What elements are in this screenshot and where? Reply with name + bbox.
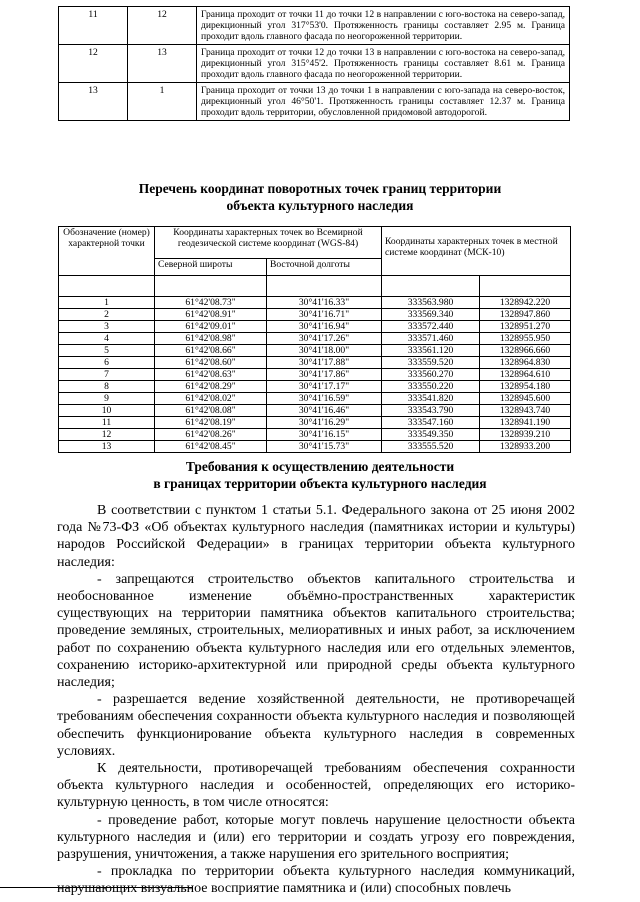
latitude: 61°42'08.19" — [155, 417, 267, 429]
longitude: 30°41'16.15" — [267, 429, 382, 441]
longitude: 30°41'17.17" — [267, 381, 382, 393]
paragraph: - проведение работ, которые могут повлечь нарушение целостности объекта культурного наследия и (или) его территории и создать угрозу его повреждения, разрушения, уничтожения, а также нарушения его зрительного восприятия; — [57, 812, 575, 863]
msk-y: 1328941.190 — [480, 417, 571, 429]
latitude: 61°42'08.02" — [155, 393, 267, 405]
segment-description: Граница проходит от точки 11 до точки 12 в направлении с юго-востока на северо-запад, дирекционный угол 317°53'0. Протяженность границы составляет 2.95 м. Граница проходит вдоль главного фасада по неогороженной территории. — [197, 7, 570, 45]
latitude: 61°42'08.91" — [155, 309, 267, 321]
paragraph: - запрещаются строительство объектов капитального строительства и необоснованное изменение объёмно-пространственных характеристик существующих на территории памятника объектов капитального строительства; проведение земляных, строительных, мелиоративных и иных работ, за исключением работ по сохранению объекта культурного наследия или его отдельных элементов, сохранению историко-архитектурной или природной среды объекта культурного наследия; — [57, 571, 575, 691]
point-number: 4 — [59, 333, 155, 345]
point-number: 8 — [59, 381, 155, 393]
msk-x: 333541.820 — [382, 393, 480, 405]
coord-row — [59, 309, 571, 321]
segment-to: 12 — [128, 7, 197, 45]
requirements-text — [57, 502, 575, 898]
segment-row — [59, 45, 570, 83]
latitude: 61°42'08.26" — [155, 429, 267, 441]
req-title-line2: в границах территории объекта культурного наследия — [153, 476, 487, 491]
latitude: 61°42'08.08" — [155, 405, 267, 417]
longitude: 30°41'17.88" — [267, 357, 382, 369]
msk-x: 333550.220 — [382, 381, 480, 393]
msk-x: 333559.520 — [382, 357, 480, 369]
point-number: 13 — [59, 441, 155, 453]
msk-x: 333560.270 — [382, 369, 480, 381]
header-msk: Координаты характерных точек в местной системе координат (МСК-10) — [382, 227, 571, 276]
latitude: 61°42'08.63" — [155, 369, 267, 381]
requirements-section-title — [0, 458, 640, 492]
msk-x: 333547.160 — [382, 417, 480, 429]
coord-row — [59, 441, 571, 453]
boundary-segments-table — [58, 6, 570, 121]
segment-row — [59, 83, 570, 121]
point-number: 9 — [59, 393, 155, 405]
longitude: 30°41'17.26" — [267, 333, 382, 345]
msk-y: 1328947.860 — [480, 309, 571, 321]
coord-row — [59, 321, 571, 333]
segment-to: 1 — [128, 83, 197, 121]
msk-y: 1328945.600 — [480, 393, 571, 405]
latitude: 61°42'08.60" — [155, 357, 267, 369]
point-number: 12 — [59, 429, 155, 441]
point-number: 11 — [59, 417, 155, 429]
segment-to: 13 — [128, 45, 197, 83]
segment-row — [59, 7, 570, 45]
msk-x: 333555.520 — [382, 441, 480, 453]
latitude: 61°42'08.29" — [155, 381, 267, 393]
msk-x: 333561.120 — [382, 345, 480, 357]
longitude: 30°41'18.00" — [267, 345, 382, 357]
coords-title-line1: Перечень координат поворотных точек границ территории — [138, 181, 502, 196]
coord-row — [59, 297, 571, 309]
longitude: 30°41'16.94" — [267, 321, 382, 333]
coord-row — [59, 429, 571, 441]
point-number: 6 — [59, 357, 155, 369]
msk-y: 1328964.610 — [480, 369, 571, 381]
msk-y: 1328933.200 — [480, 441, 571, 453]
msk-y: 1328964.830 — [480, 357, 571, 369]
req-title-line1: Требования к осуществлению деятельности — [185, 459, 455, 474]
msk-x: 333569.340 — [382, 309, 480, 321]
paragraph: В соответствии с пунктом 1 статьи 5.1. Федерального закона от 25 июня 2002 года №73-ФЗ «Об объектах культурного наследия (памятниках истории и культуры) народов Российской Федерации» в границах территории объекта культурного наследия: — [57, 503, 575, 570]
msk-y: 1328939.210 — [480, 429, 571, 441]
paragraph: - прокладка по территории объекта культурного наследия коммуникаций, нарушающих визуальное восприятие памятника и (или) способных повлечь — [57, 864, 575, 897]
coord-row — [59, 369, 571, 381]
longitude: 30°41'17.86" — [267, 369, 382, 381]
coord-row — [59, 417, 571, 429]
longitude: 30°41'15.73" — [267, 441, 382, 453]
longitude: 30°41'16.71" — [267, 309, 382, 321]
longitude: 30°41'16.29" — [267, 417, 382, 429]
longitude: 30°41'16.33" — [267, 297, 382, 309]
coord-row — [59, 357, 571, 369]
msk-y: 1328954.180 — [480, 381, 571, 393]
msk-x: 333549.350 — [382, 429, 480, 441]
msk-x: 333563.980 — [382, 297, 480, 309]
header-point: Обозначение (номер) характерной точки — [59, 227, 155, 276]
latitude: 61°42'08.66" — [155, 345, 267, 357]
latitude: 61°42'09.01" — [155, 321, 267, 333]
coord-row — [59, 333, 571, 345]
latitude: 61°42'08.98" — [155, 333, 267, 345]
segment-from: 12 — [59, 45, 128, 83]
coord-row — [59, 345, 571, 357]
footnote-separator — [0, 887, 192, 888]
segment-from: 13 — [59, 83, 128, 121]
header-wgs: Координаты характерных точек во Всемирной геодезической системе координат (WGS-84) — [155, 227, 382, 259]
latitude: 61°42'08.45" — [155, 441, 267, 453]
coord-row — [59, 405, 571, 417]
segment-from: 11 — [59, 7, 128, 45]
point-number: 7 — [59, 369, 155, 381]
coords-section-title — [0, 180, 640, 214]
msk-y: 1328955.950 — [480, 333, 571, 345]
msk-y: 1328943.740 — [480, 405, 571, 417]
coordinates-table — [58, 226, 571, 453]
header-lat: Северной широты — [155, 259, 267, 276]
segment-description: Граница проходит от точки 13 до точки 1 в направлении с юго-запада на северо-восток, дирекционный угол 46°50'1. Протяженность границы составляет 12.37 м. Граница проходит вдоль территории, обусловленной придомовой автодорогой. — [197, 83, 570, 121]
header-lon: Восточной долготы — [267, 259, 382, 276]
msk-x: 333571.460 — [382, 333, 480, 345]
msk-y: 1328942.220 — [480, 297, 571, 309]
point-number: 10 — [59, 405, 155, 417]
point-number: 5 — [59, 345, 155, 357]
latitude: 61°42'08.73" — [155, 297, 267, 309]
coord-row — [59, 381, 571, 393]
paragraph: К деятельности, противоречащей требованиям обеспечения сохранности объекта культурного наследия и особенностей, определяющих его историко-культурную ценность, в том числе относятся: — [57, 761, 575, 811]
msk-x: 333543.790 — [382, 405, 480, 417]
longitude: 30°41'16.59" — [267, 393, 382, 405]
point-number: 1 — [59, 297, 155, 309]
paragraph: - разрешается ведение хозяйственной деятельности, не противоречащей требованиям обеспечения сохранности объекта культурного наследия и позволяющей обеспечить функционирование объекта культурного наследия в современных условиях. — [57, 692, 575, 759]
msk-y: 1328966.660 — [480, 345, 571, 357]
coord-row — [59, 393, 571, 405]
longitude: 30°41'16.46" — [267, 405, 382, 417]
msk-y: 1328951.270 — [480, 321, 571, 333]
msk-x: 333572.440 — [382, 321, 480, 333]
segment-description: Граница проходит от точки 12 до точки 13 в направлении с юго-востока на северо-запад, дирекционный угол 315°45'2. Протяженность границы составляет 8.61 м. Граница проходит вдоль главного фасада по неогороженной территории. — [197, 45, 570, 83]
point-number: 2 — [59, 309, 155, 321]
point-number: 3 — [59, 321, 155, 333]
coords-title-line2: объекта культурного наследия — [226, 198, 414, 213]
